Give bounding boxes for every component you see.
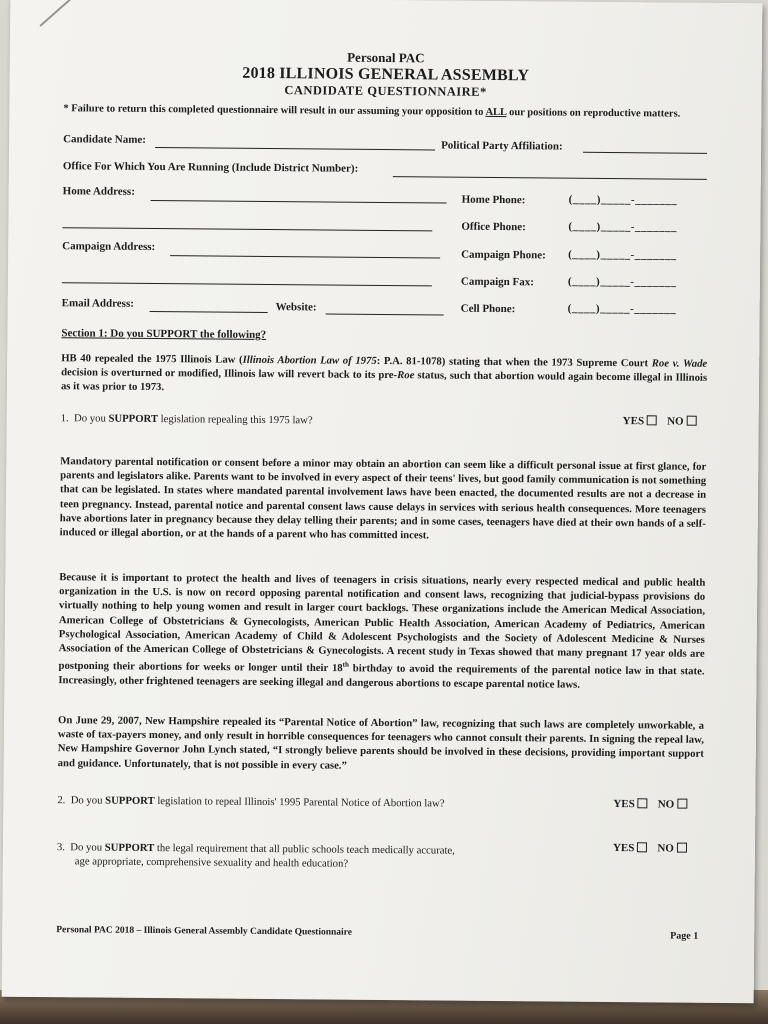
hb40-text-4: status, such that abortion would again become illegal in Illinois as it was prior to 1973. bbox=[60, 369, 708, 394]
q1-yes-checkbox[interactable] bbox=[647, 415, 657, 425]
q1-yes-label: YES bbox=[622, 415, 645, 428]
party-field[interactable] bbox=[583, 152, 707, 154]
q2-yes-checkbox[interactable] bbox=[638, 798, 648, 808]
website-field[interactable] bbox=[326, 314, 444, 316]
document-title: 2018 ILLINOIS GENERAL ASSEMBLY bbox=[242, 64, 530, 85]
cell-phone-field[interactable]: (____)_____-_______ bbox=[567, 302, 677, 316]
cell-phone-label: Cell Phone: bbox=[460, 302, 516, 316]
question-1-answers bbox=[623, 415, 707, 428]
question-3-text-line-2: age appropriate, comprehensive sexuality and health education? bbox=[74, 855, 349, 870]
hb40-roe: Roe bbox=[397, 369, 415, 382]
q3-no-checkbox[interactable] bbox=[677, 843, 687, 853]
q2-yes-label: YES bbox=[613, 798, 635, 811]
footer-title: Personal PAC 2018 – Illinois General Assembly Candidate Questionnaire bbox=[56, 925, 353, 938]
pen-mark bbox=[39, 0, 73, 27]
question-3 bbox=[57, 840, 455, 871]
question-1-text: legislation repealing this 1975 law? bbox=[157, 413, 313, 427]
page-number: Page 1 bbox=[670, 930, 699, 942]
q1-no-checkbox[interactable] bbox=[687, 416, 697, 426]
home-phone-label: Home Phone: bbox=[461, 193, 526, 207]
question-1-number: 1. bbox=[60, 412, 69, 425]
question-2-text: legislation to repeal Illinois' 1995 Parental Notice of Abortion law? bbox=[154, 795, 445, 810]
question-2-number: 2. bbox=[57, 794, 66, 807]
office-label: Office For Which You Are Running (Include District Number): bbox=[62, 160, 359, 175]
q3-no-label: NO bbox=[657, 842, 674, 855]
campaign-phone-label: Campaign Phone: bbox=[461, 248, 546, 262]
question-1-pre: Do you bbox=[74, 412, 109, 425]
campaign-fax-field[interactable]: (____)_____-_______ bbox=[567, 275, 677, 289]
candidate-name-label: Candidate Name: bbox=[63, 133, 146, 146]
office-phone-field[interactable]: (____)_____-_______ bbox=[568, 220, 677, 234]
org-paragraph-text-end: birthday to avoid the requirements of the parental notice law in that state. Increasingly, other frightened teenagers are seeking illegal and dangerous abortions to escape parental notice laws. bbox=[58, 662, 705, 691]
question-2-support: SUPPORT bbox=[105, 794, 155, 808]
ordinal-suffix: th bbox=[342, 660, 349, 669]
org-name: Personal PAC bbox=[347, 49, 425, 66]
campaign-address-field-2[interactable] bbox=[62, 282, 432, 286]
website-label: Website: bbox=[275, 301, 317, 314]
campaign-address-field-1[interactable] bbox=[170, 255, 440, 258]
home-address-field-2[interactable] bbox=[62, 227, 432, 231]
home-phone-field[interactable]: (____)_____-_______ bbox=[568, 193, 678, 207]
document-subtitle: CANDIDATE QUESTIONNAIRE* bbox=[284, 83, 487, 99]
question-3-answers bbox=[613, 842, 697, 855]
email-label: Email Address: bbox=[61, 297, 134, 310]
campaign-address-label: Campaign Address: bbox=[62, 240, 156, 254]
campaign-phone-field[interactable]: (____)_____-_______ bbox=[568, 248, 677, 262]
question-2-pre: Do you bbox=[70, 794, 106, 807]
section-1-heading: Section 1: Do you SUPPORT the following? bbox=[61, 327, 267, 341]
home-address-field-1[interactable] bbox=[151, 200, 447, 204]
notice-text: * Failure to return this completed questionnaire will result in our assuming your opposition to bbox=[63, 103, 486, 118]
question-3-text: the legal requirement that all public schools teach medically accurate, bbox=[154, 842, 455, 857]
hb40-paragraph bbox=[61, 351, 707, 399]
q2-no-label: NO bbox=[657, 798, 675, 811]
parental-notification-paragraph: Mandatory parental notification or consent before a minor may obtain an abortion can seem like a difficult personal issue at first glance, for parents and legislators alike. Parents want to be involved in every aspect of their teens' lives, but good family communication is not something that can be legislated. In states where mandated parental involvement laws have been enacted, the documented results are not a decrease in teen pregnancy. Instead, parental notice and parental consent laws cause delays in services with serious health consequences. More teenagers have abortions later in pregnancy because they delay telling their parents; and in some cases, teenagers have died at their own hands of a self-induced or illegal abortion, or at the hands of a parent who has committed incest. bbox=[59, 455, 707, 542]
question-3-number: 3. bbox=[56, 841, 66, 854]
hb40-law-name: Illinois Abortion Law of 1975 bbox=[242, 353, 377, 367]
questionnaire-page bbox=[2, 0, 763, 1003]
hb40-text-3: decision is overturned or modified, Illinois law will revert back to its pre- bbox=[61, 366, 398, 382]
hb40-text-1: HB 40 repealed the 1975 Illinois Law ( bbox=[61, 352, 243, 366]
q1-no-label: NO bbox=[667, 415, 684, 428]
question-1-support: SUPPORT bbox=[108, 412, 159, 426]
new-hampshire-paragraph: On June 29, 2007, New Hampshire repealed its “Parental Notice of Abortion” law, recognizing that such laws are completely unworkable, a waste of tax-payers money, and only result in horrible consequences for teenagers who cannot consult their parents. In signing the repeal law, New Hampshire Governor John Lynch stated, “I strongly believe parents should be involved in these decisions, providing important support and guidance. Unfortunately, that is not possible in every case.” bbox=[57, 714, 705, 772]
home-address-label: Home Address: bbox=[62, 185, 135, 198]
office-field[interactable] bbox=[393, 176, 707, 180]
hb40-text-2: : P.A. 81-1078) stating that when the 1973 Supreme Court bbox=[376, 354, 652, 370]
office-phone-label: Office Phone: bbox=[461, 220, 526, 234]
campaign-fax-label: Campaign Fax: bbox=[460, 275, 534, 289]
question-1 bbox=[61, 412, 313, 426]
email-field[interactable] bbox=[150, 311, 268, 313]
notice-text-end: our positions on reproductive matters. bbox=[506, 107, 681, 120]
question-3-pre: Do you bbox=[70, 841, 105, 854]
notice-emphasis: ALL bbox=[485, 106, 507, 119]
question-2 bbox=[57, 794, 444, 809]
medical-organizations-paragraph bbox=[58, 570, 705, 693]
question-3-support: SUPPORT bbox=[104, 841, 155, 855]
return-notice bbox=[63, 103, 713, 120]
q3-yes-label: YES bbox=[612, 842, 635, 855]
party-label: Political Party Affiliation: bbox=[441, 139, 563, 153]
q2-no-checkbox[interactable] bbox=[677, 799, 687, 809]
candidate-name-field[interactable] bbox=[155, 147, 435, 150]
hb40-case-name: Roe v. Wade bbox=[651, 357, 708, 370]
question-2-answers bbox=[613, 798, 697, 811]
q3-yes-checkbox[interactable] bbox=[637, 842, 647, 852]
org-paragraph-text: Because it is important to protect the health and lives of teenagers in crisis situations, nearly every respected medical and public health organization in the U.S. is now on record opposing parental notification and consent laws, recognizing that judicial-bypass provisions do virtually nothing to help young women and result in larger court backlogs. These organizations include the American Medical Association, American College of Obstetricians & Gynecologists, American Public Health Association, American Academy of Pediatrics, American Psychological Association, American Academy of Child & Adolescent Psychologists and the Society of Adolescent Medicine & Nurses Association of the American College of Obstetricians & Gynecologists. A recent study in Texas showed that many pregnant 17 year olds are postponing their abortions for weeks or longer until their 18 bbox=[58, 571, 706, 675]
